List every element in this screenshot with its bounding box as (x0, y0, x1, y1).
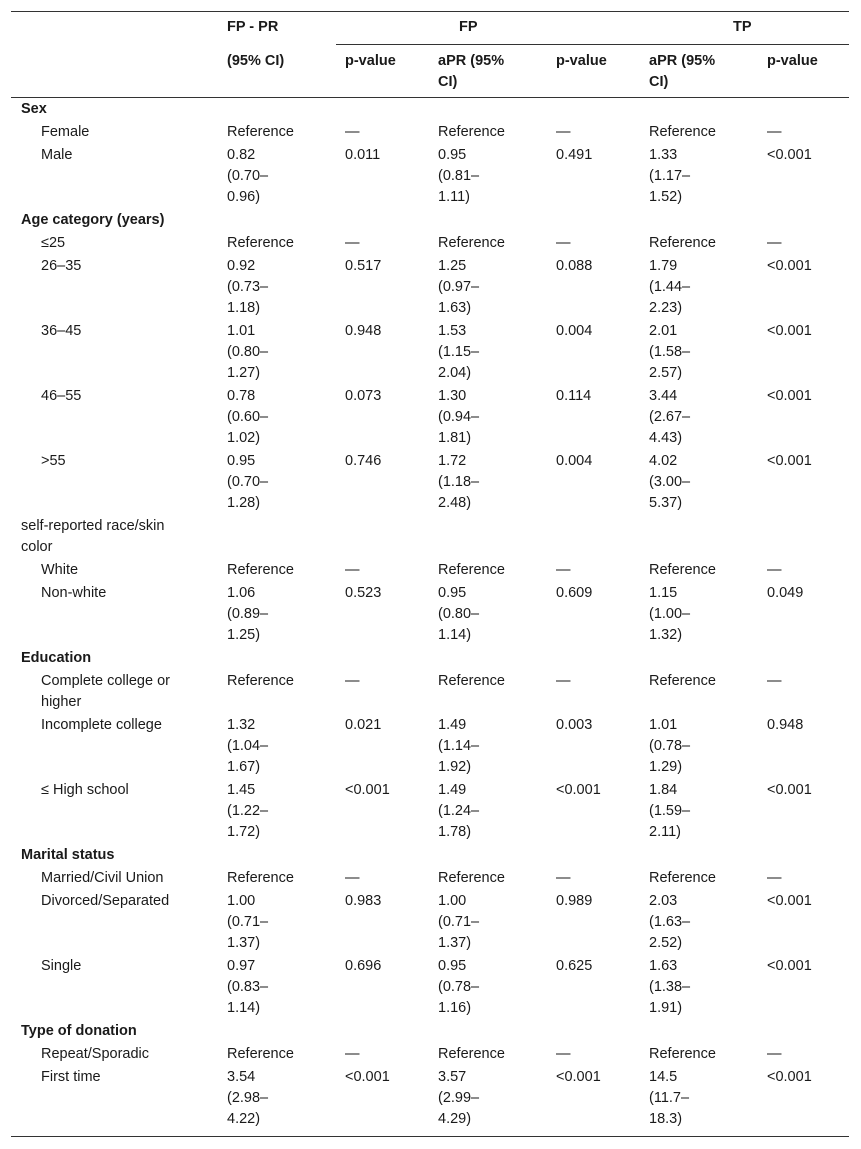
cell-line: color (21, 539, 53, 555)
cell-c6: — (767, 562, 782, 578)
cell-c2: 0.517 (345, 258, 382, 274)
cell-c5 (649, 321, 690, 384)
cell-c5 (649, 256, 690, 319)
cell-line: (11.7– (649, 1090, 690, 1106)
cell-line: 3.57 (438, 1069, 467, 1085)
cell-line: 1.25 (438, 258, 467, 274)
table-bottom-rule (11, 1136, 849, 1137)
row-label: 36–45 (41, 323, 82, 339)
cell-line: 1.67) (227, 759, 261, 775)
cell-c5 (649, 122, 716, 143)
cell-line: 1.30 (438, 388, 467, 404)
cell-c3 (438, 868, 505, 889)
cell-c3 (438, 386, 479, 449)
cell-line: 1.32) (649, 627, 683, 643)
cell-c6: <0.001 (767, 323, 812, 339)
cell-line: (1.18– (438, 474, 480, 490)
row-label: >55 (41, 453, 66, 469)
cell-line: 1.01 (227, 323, 256, 339)
cell-line: Reference (227, 124, 294, 140)
cell-line: Reference (649, 235, 716, 251)
cell-c3 (438, 780, 479, 843)
cell-line: 2.11) (649, 824, 681, 840)
cell-c6: <0.001 (767, 258, 812, 274)
cell-line: (0.73– (227, 279, 269, 295)
cell-c2: 0.696 (345, 958, 382, 974)
cell-line: (1.00– (649, 606, 691, 622)
cell-c1 (227, 583, 268, 646)
cell-line: Reference (438, 673, 505, 689)
cell-line: (0.89– (227, 606, 269, 622)
cell-c6: 0.948 (767, 717, 804, 733)
cell-c5 (649, 583, 690, 646)
cell-line: (0.81– (438, 168, 480, 184)
cell-c4: 0.491 (556, 147, 593, 163)
cell-c1 (227, 386, 268, 449)
cell-line: Reference (649, 124, 716, 140)
cell-c2: 0.011 (345, 147, 381, 163)
cell-line: (0.70– (227, 168, 269, 184)
cell-line: 1.25) (227, 627, 261, 643)
cell-line: (1.44– (649, 279, 691, 295)
cell-c1 (227, 868, 294, 889)
row-label: ≤25 (41, 235, 66, 251)
cell-c4: 0.004 (556, 323, 593, 339)
cell-line: 18.3) (649, 1111, 683, 1127)
cell-c2: — (345, 870, 360, 886)
cell-c3 (438, 122, 505, 143)
cell-line: 1.79 (649, 258, 678, 274)
cell-c5 (649, 386, 690, 449)
cell-c3 (438, 1044, 505, 1065)
cell-line: 4.29) (438, 1111, 472, 1127)
cell-c2: 0.983 (345, 893, 382, 909)
header-apr-tp-line2: CI) (649, 74, 669, 90)
cell-line: 1.63 (649, 958, 678, 974)
cell-line: (1.15– (438, 344, 480, 360)
cell-line: 1.37) (227, 935, 261, 951)
group-header-rule (336, 44, 849, 45)
header-pvalue-1: p-value (345, 53, 396, 69)
cell-c3 (438, 233, 505, 254)
cell-line: 1.49 (438, 717, 467, 733)
cell-c4: 0.609 (556, 585, 593, 601)
cell-c4: 0.989 (556, 893, 593, 909)
cell-line: 1.72) (227, 824, 261, 840)
header-apr-fp-line1: aPR (95% (438, 53, 505, 69)
cell-c4: 0.625 (556, 958, 593, 974)
cell-line: 2.04) (438, 365, 472, 381)
cell-line: (2.98– (227, 1090, 269, 1106)
cell-c5 (649, 233, 716, 254)
cell-c6: <0.001 (767, 958, 812, 974)
cell-c3 (438, 956, 479, 1019)
cell-line: 1.37) (438, 935, 472, 951)
row-label: 26–35 (41, 258, 82, 274)
cell-line: Reference (227, 1046, 294, 1062)
section-heading: Marital status (21, 847, 115, 863)
cell-line: 0.82 (227, 147, 256, 163)
row-label: Repeat/Sporadic (41, 1046, 150, 1062)
cell-line: (0.71– (438, 914, 480, 930)
cell-c2: 0.021 (345, 717, 382, 733)
cell-line: 0.96) (227, 189, 261, 205)
cell-line: 0.78 (227, 388, 256, 404)
cell-c3 (438, 891, 479, 954)
cell-c1 (227, 145, 268, 208)
cell-c1 (227, 1044, 294, 1065)
cell-c5 (649, 560, 716, 581)
cell-line: (0.78– (438, 979, 480, 995)
cell-line: (1.14– (438, 738, 480, 754)
cell-line: 2.52) (649, 935, 683, 951)
cell-c4: 0.114 (556, 388, 592, 404)
cell-line: higher (41, 694, 82, 710)
cell-c5 (649, 671, 716, 692)
cell-line: 1.63) (438, 300, 472, 316)
cell-c3 (438, 256, 479, 319)
cell-c6: — (767, 673, 782, 689)
cell-line: 2.01 (649, 323, 678, 339)
cell-c5 (649, 145, 690, 208)
cell-c4: — (556, 1046, 571, 1062)
cell-line: Reference (438, 235, 505, 251)
cell-line: (1.38– (649, 979, 691, 995)
cell-line: 1.14) (438, 627, 472, 643)
header-tp: TP (733, 19, 752, 35)
header-fp: FP (459, 19, 478, 35)
cell-line: Reference (438, 124, 505, 140)
cell-line: 2.48) (438, 495, 472, 511)
cell-c3 (438, 145, 479, 208)
cell-line: (0.97– (438, 279, 480, 295)
cell-line: 1.32 (227, 717, 256, 733)
cell-c1 (227, 715, 268, 778)
cell-line: 0.95 (227, 453, 256, 469)
cell-c1 (227, 321, 268, 384)
cell-line: (1.59– (649, 803, 691, 819)
row-label: Male (41, 147, 73, 163)
cell-line: 1.06 (227, 585, 256, 601)
row-label: Female (41, 124, 90, 140)
cell-line: 1.27) (227, 365, 261, 381)
cell-c1 (227, 671, 294, 692)
cell-c5 (649, 1044, 716, 1065)
cell-line: 2.03 (649, 893, 678, 909)
cell-c5 (649, 956, 690, 1019)
cell-c4: — (556, 673, 571, 689)
cell-line: 2.23) (649, 300, 683, 316)
row-label: Divorced/Separated (41, 893, 170, 909)
cell-c2: — (345, 235, 360, 251)
cell-c1 (227, 122, 294, 143)
cell-c2: <0.001 (345, 782, 390, 798)
cell-line: (1.24– (438, 803, 480, 819)
cell-c1 (227, 891, 268, 954)
section-heading: Age category (years) (21, 212, 165, 228)
cell-line: 0.97 (227, 958, 256, 974)
cell-line: 0.95 (438, 958, 467, 974)
cell-c5 (649, 451, 690, 514)
cell-c6: — (767, 1046, 782, 1062)
header-apr-fp (438, 51, 533, 93)
cell-line: 0.95 (438, 585, 467, 601)
cell-line: 3.44 (649, 388, 678, 404)
cell-c1 (227, 780, 268, 843)
cell-line: 1.92) (438, 759, 472, 775)
cell-line: (1.17– (649, 168, 691, 184)
header-apr-tp (649, 51, 744, 93)
header-fp-pr-ci: (95% CI) (227, 53, 285, 69)
cell-line: 1.00 (227, 893, 256, 909)
cell-line: Reference (227, 673, 294, 689)
row-label: Married/Civil Union (41, 870, 164, 886)
cell-line: 1.78) (438, 824, 472, 840)
cell-line: (0.71– (227, 914, 269, 930)
cell-c5 (649, 891, 690, 954)
section-heading: Education (21, 650, 92, 666)
cell-line: 1.49 (438, 782, 467, 798)
cell-c6: — (767, 870, 782, 886)
cell-c2: — (345, 124, 360, 140)
row-label (41, 671, 206, 713)
cell-line: 4.22) (227, 1111, 261, 1127)
row-label: Single (41, 958, 82, 974)
header-apr-fp-line2: CI) (438, 74, 458, 90)
cell-c2: 0.523 (345, 585, 382, 601)
cell-line: Reference (227, 235, 294, 251)
cell-line: 1.29) (649, 759, 683, 775)
cell-line: (2.99– (438, 1090, 480, 1106)
cell-line: 1.02) (227, 430, 261, 446)
cell-c6: <0.001 (767, 893, 812, 909)
cell-line: 5.37) (649, 495, 683, 511)
cell-line: 0.95 (438, 147, 467, 163)
cell-c5 (649, 868, 716, 889)
cell-c2: 0.746 (345, 453, 382, 469)
cell-line: self-reported race/skin (21, 518, 165, 534)
cell-c4: — (556, 124, 571, 140)
cell-line: 1.18) (227, 300, 261, 316)
header-bottom-rule (11, 97, 849, 98)
cell-line: 2.57) (649, 365, 683, 381)
row-label: White (41, 562, 79, 578)
cell-c4: — (556, 870, 571, 886)
cell-c4: 0.004 (556, 453, 593, 469)
cell-c3 (438, 715, 479, 778)
cell-c5 (649, 715, 690, 778)
cell-line: 4.43) (649, 430, 683, 446)
cell-line: 1.33 (649, 147, 678, 163)
header-pvalue-3: p-value (767, 53, 818, 69)
cell-line: (3.00– (649, 474, 691, 490)
header-fp-pr: FP - PR (227, 19, 279, 35)
cell-line: (0.70– (227, 474, 269, 490)
cell-line: (2.67– (649, 409, 691, 425)
cell-c4: — (556, 562, 571, 578)
cell-line: 4.02 (649, 453, 678, 469)
cell-c4: 0.088 (556, 258, 593, 274)
cell-c1 (227, 956, 268, 1019)
cell-c6: <0.001 (767, 1069, 812, 1085)
cell-c5 (649, 780, 690, 843)
cell-c2: — (345, 1046, 360, 1062)
cell-c6: — (767, 124, 782, 140)
cell-line: (0.80– (438, 606, 480, 622)
cell-c1 (227, 233, 294, 254)
cell-line: (1.63– (649, 914, 691, 930)
cell-c3 (438, 560, 505, 581)
cell-line: 14.5 (649, 1069, 678, 1085)
cell-line: 1.45 (227, 782, 256, 798)
header-apr-tp-line1: aPR (95% (649, 53, 716, 69)
section-heading: Type of donation (21, 1023, 137, 1039)
row-label: Incomplete college (41, 717, 162, 733)
cell-c3 (438, 321, 479, 384)
cell-c1 (227, 451, 268, 514)
cell-line: 1.84 (649, 782, 678, 798)
cell-line: (0.94– (438, 409, 480, 425)
cell-c4: <0.001 (556, 782, 601, 798)
cell-c4: <0.001 (556, 1069, 601, 1085)
cell-c4: — (556, 235, 571, 251)
cell-c3 (438, 583, 479, 646)
cell-line: Complete college or (41, 673, 170, 689)
row-label: Non-white (41, 585, 107, 601)
cell-c1 (227, 1067, 268, 1130)
row-label: First time (41, 1069, 101, 1085)
cell-c3 (438, 1067, 479, 1130)
cell-line: (1.22– (227, 803, 269, 819)
cell-line: Reference (227, 870, 294, 886)
cell-line: 1.72 (438, 453, 467, 469)
table-top-rule (11, 11, 849, 12)
cell-c6: <0.001 (767, 782, 812, 798)
cell-c1 (227, 560, 294, 581)
header-pvalue-2: p-value (556, 53, 607, 69)
cell-line: 1.14) (227, 1000, 261, 1016)
cell-c4: 0.003 (556, 717, 593, 733)
cell-c5 (649, 1067, 689, 1130)
cell-line: Reference (649, 1046, 716, 1062)
cell-c1 (227, 256, 268, 319)
row-label: 46–55 (41, 388, 82, 404)
cell-line: Reference (438, 1046, 505, 1062)
cell-c6: <0.001 (767, 147, 812, 163)
cell-line: (0.60– (227, 409, 269, 425)
cell-line: 1.11) (438, 189, 470, 205)
cell-line: 1.52) (649, 189, 683, 205)
cell-line: 0.92 (227, 258, 256, 274)
cell-c2: <0.001 (345, 1069, 390, 1085)
cell-c2: — (345, 562, 360, 578)
cell-line: 1.16) (438, 1000, 472, 1016)
section-heading: Sex (21, 101, 47, 117)
cell-line: Reference (649, 870, 716, 886)
cell-line: 1.00 (438, 893, 467, 909)
cell-line: Reference (438, 562, 505, 578)
cell-c2: 0.948 (345, 323, 382, 339)
cell-line: Reference (649, 673, 716, 689)
cell-line: 1.28) (227, 495, 261, 511)
cell-c2: 0.073 (345, 388, 382, 404)
cell-line: Reference (438, 870, 505, 886)
row-label: ≤ High school (41, 782, 129, 798)
section-heading (21, 516, 196, 558)
cell-line: 1.81) (438, 430, 472, 446)
cell-line: 3.54 (227, 1069, 256, 1085)
cell-line: 1.15 (649, 585, 678, 601)
cell-line: 1.01 (649, 717, 678, 733)
cell-c6: 0.049 (767, 585, 804, 601)
cell-line: Reference (649, 562, 716, 578)
cell-c3 (438, 451, 479, 514)
cell-c2: — (345, 673, 360, 689)
cell-line: 1.91) (649, 1000, 683, 1016)
cell-c6: <0.001 (767, 453, 812, 469)
cell-line: (1.58– (649, 344, 691, 360)
cell-line: (0.80– (227, 344, 269, 360)
cell-line: (0.83– (227, 979, 269, 995)
cell-c3 (438, 671, 505, 692)
cell-line: (0.78– (649, 738, 691, 754)
cell-line: 1.53 (438, 323, 467, 339)
cell-line: Reference (227, 562, 294, 578)
cell-line: (1.04– (227, 738, 269, 754)
cell-c6: — (767, 235, 782, 251)
cell-c6: <0.001 (767, 388, 812, 404)
